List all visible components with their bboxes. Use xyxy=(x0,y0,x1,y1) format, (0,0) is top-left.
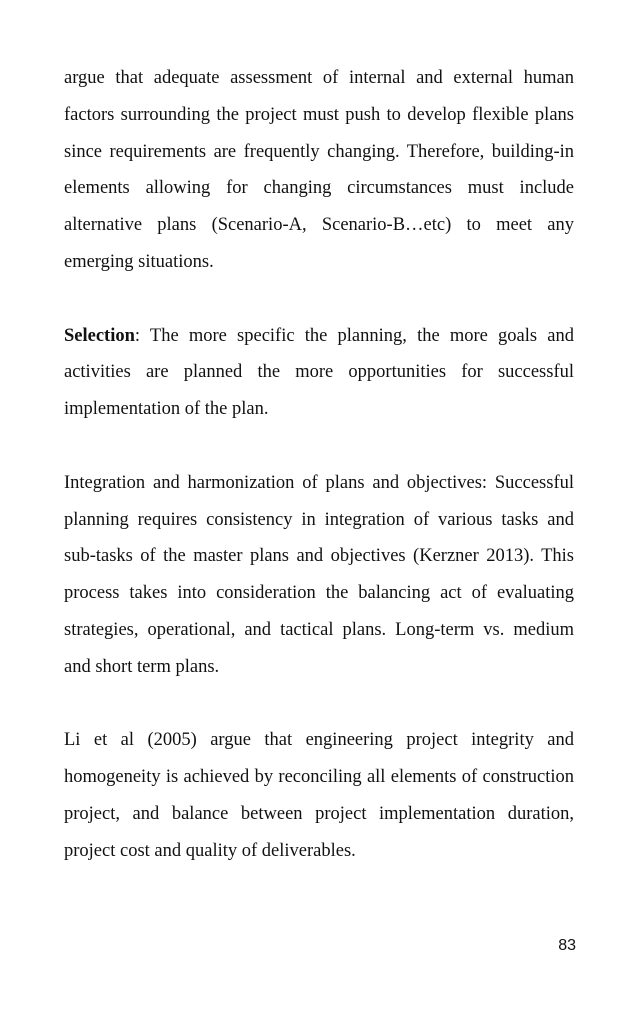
paragraph-text: argue that adequate assessment of internal and external human factors surrounding the project must push to develop flexible plans since requirements are frequently changing. Therefore, building-in elements allowing for changing circumstances must include alternative plans (Scenario-A, Scenario-B…etc) to meet any emerging situations. xyxy=(64,68,574,272)
paragraph-li-et-al xyxy=(64,722,574,869)
page-number: 83 xyxy=(558,937,576,954)
paragraph-gap xyxy=(64,428,574,465)
paragraph-scenario-planning xyxy=(64,60,574,281)
paragraph-text: : The more specific the planning, the more goals and activities are planned the more opportunities for successful implementation of the plan. xyxy=(64,325,574,420)
paragraph-text: Li et al (2005) argue that engineering project integrity and homogeneity is achieved by reconciling all elements of construction project, and balance between project implementation duration, project cost and quality of deliverables. xyxy=(64,730,574,861)
paragraph-integration xyxy=(64,465,574,686)
paragraph-gap xyxy=(64,281,574,318)
paragraph-lead-term: Selection xyxy=(64,325,135,346)
paragraph-text: Integration and harmonization of plans and objectives: Successful planning requires consistency in integration of various tasks and sub-tasks of the master plans and objectives (Kerzner 2013). This process takes into consideration the balancing act of evaluating strategies, operational, and tactical plans. Long-term vs. medium and short term plans. xyxy=(64,472,574,677)
document-page xyxy=(64,60,574,870)
paragraph-gap xyxy=(64,686,574,723)
paragraph-selection xyxy=(64,318,574,428)
